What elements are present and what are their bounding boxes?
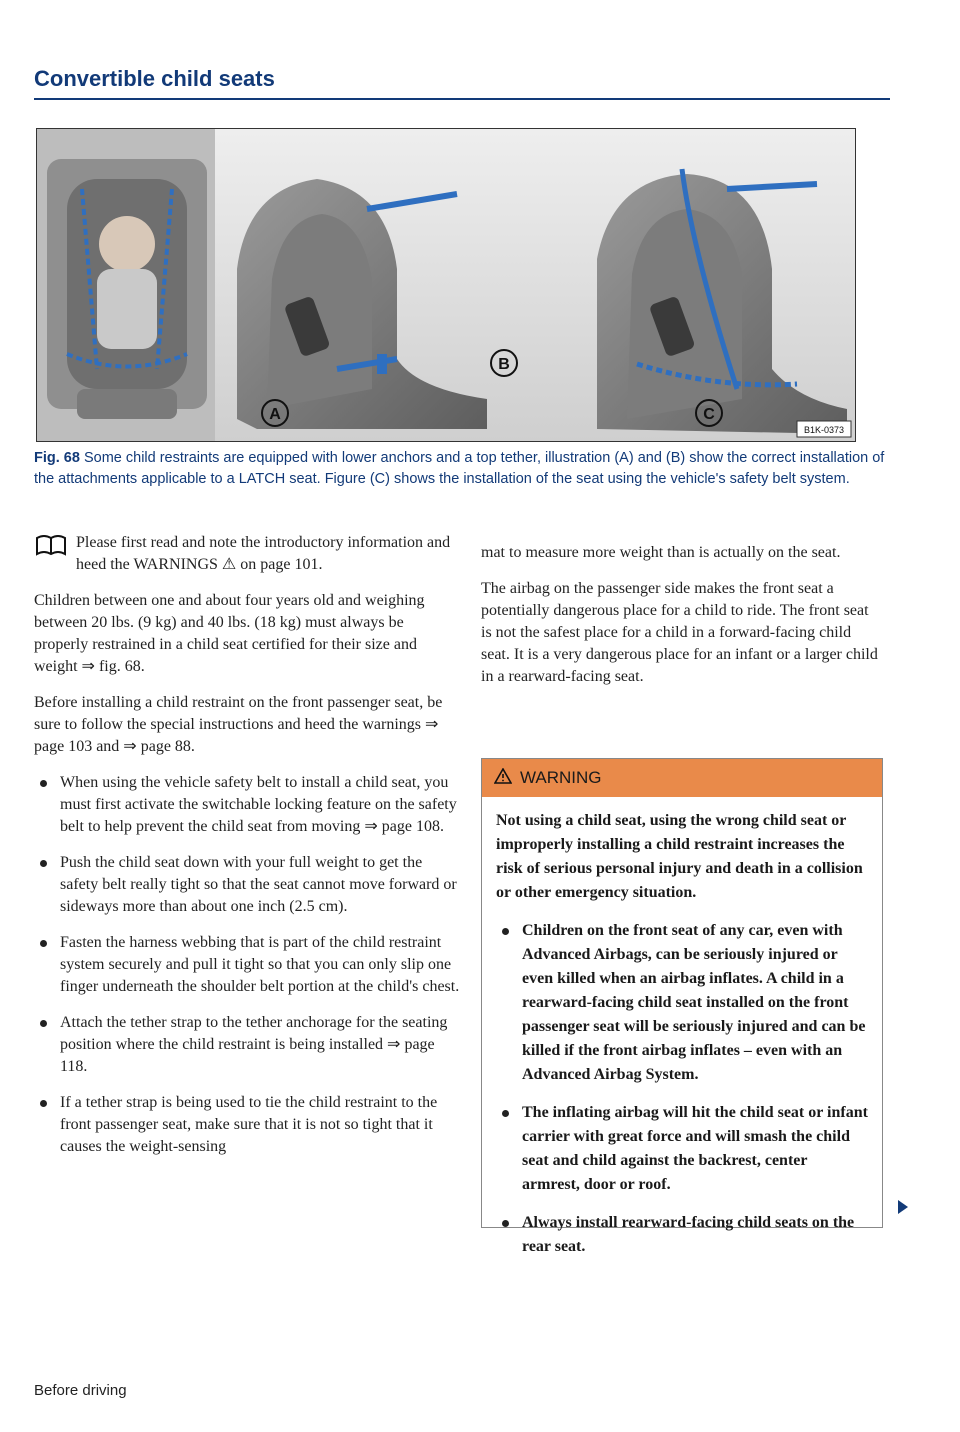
paragraph-weight-mat: mat to measure more weight than is actually on the seat. <box>481 544 841 561</box>
list-item: Children on the front seat of any car, even with Advanced Airbags, can be seriously injured or even killed when an airbag inflates. A child in a rearward-facing child seat installed on the front passenger seat will be seriously injured and can be killed if the front airbag inflates – even with an Advanced Airbag System. <box>496 919 868 1087</box>
svg-text:B1K-0373: B1K-0373 <box>803 425 845 435</box>
warning-title: WARNING <box>520 768 602 787</box>
warning-header <box>482 759 882 797</box>
caption-ref-a: A <box>619 450 629 466</box>
paragraph-front-seat: Before installing a child restraint on the front passenger seat, be sure to follow the special instructions and heed the warnings ⇒ page 103 and ⇒ page 88. <box>34 694 443 755</box>
page-title: Convertible child seats <box>34 66 275 91</box>
intro-text: Please first read and note the introductory information and heed the WARNINGS <box>76 534 451 573</box>
caption-text-2: show the correct installation of the attachments applicable to a LATCH seat. Figure <box>34 450 885 487</box>
continue-arrow-icon <box>898 1200 908 1214</box>
paragraph-age-weight: Children between one and about four years old and weighing between 20 lbs. (9 kg) and 40 lbs. (18 kg) must always be properly restrained in a child seat certified for their size and weight ⇒ fig. 68. <box>34 592 425 675</box>
panel-a-rear-seat <box>37 129 215 441</box>
svg-text:A: A <box>269 406 281 423</box>
paragraph-airbag: The airbag on the passenger side makes the front seat a potentially dangerous place for a child to ride. The front seat is not the safest place for a child in a forward-facing child seat. It is a very dangerous place for an infant or a larger child in a rearward-facing seat. <box>481 580 878 685</box>
warning-intro: Not using a child seat, using the wrong child seat or improperly installing a child restraint increases the risk of serious personal injury and death in a collision or other emergency situation. <box>496 812 863 901</box>
list-item: Push the child seat down with your full weight to get the safety belt really tight so that the seat cannot move forward or sideways more than about one inch (2.5 cm). <box>34 852 460 918</box>
warning-box <box>481 758 883 1255</box>
book-icon <box>34 532 68 558</box>
child-seat-illustration <box>37 129 855 441</box>
caption-ref-b: B <box>670 450 681 466</box>
warning-triangle-icon: ⚠ <box>221 556 237 573</box>
header-rule <box>34 98 890 100</box>
warning-triangle-icon <box>494 768 512 789</box>
right-column <box>481 542 881 702</box>
intro-note <box>34 532 460 576</box>
child-head <box>99 216 155 272</box>
list-item: Fasten the harness webbing that is part of the child restraint system securely and pull it tight so that you can only slip one finger underneath the shoulder belt portion at the child's chest. <box>34 932 460 998</box>
list-item: Always install rearward-facing child seats on the rear seat. <box>496 1211 868 1259</box>
caption-text-3: shows the installation of the seat using the vehicle's safety belt system. <box>394 471 850 487</box>
warning-body <box>482 797 882 1259</box>
svg-text:B: B <box>498 356 510 373</box>
left-column <box>34 532 460 1172</box>
list-item: If a tether strap is being used to tie the child restraint to the front passenger seat, make sure that it is not so tight that it causes the weight-sensing <box>34 1092 460 1158</box>
list-item: When using the vehicle safety belt to install a child seat, you must first activate the switchable locking feature on the safety belt to help prevent the child seat from moving ⇒ page 108. <box>34 772 460 838</box>
figure-illustration <box>36 128 856 442</box>
svg-text:C: C <box>703 406 715 423</box>
figure-code <box>797 421 851 437</box>
list-item: The inflating airbag will hit the child seat or infant carrier with great force and will smash the child seat and child against the backrest, center armrest, door or roof. <box>496 1101 868 1197</box>
caption-and: and <box>637 450 662 466</box>
intro-page-ref[interactable]: on page 101. <box>240 556 323 573</box>
footer-section: Before driving <box>34 1382 127 1399</box>
list-item: Attach the tether strap to the tether anchorage for the seating position where the child restraint is being installed ⇒ page 118. <box>34 1012 460 1078</box>
caption-ref-c: C <box>374 471 386 487</box>
caption-text-1: Some child restraints are equipped with lower anchors and a top tether, illustration <box>83 450 611 466</box>
figure-label: Fig. 68 <box>34 450 80 466</box>
figure-caption: Fig. 68 Some child restraints are equipped with lower anchors and a top tether, illustration (A) and (B) show the correct installation of the attachments applicable to a LATCH seat. Figure (C) shows the installation of the seat using the vehicle's safety belt system. <box>34 450 885 487</box>
